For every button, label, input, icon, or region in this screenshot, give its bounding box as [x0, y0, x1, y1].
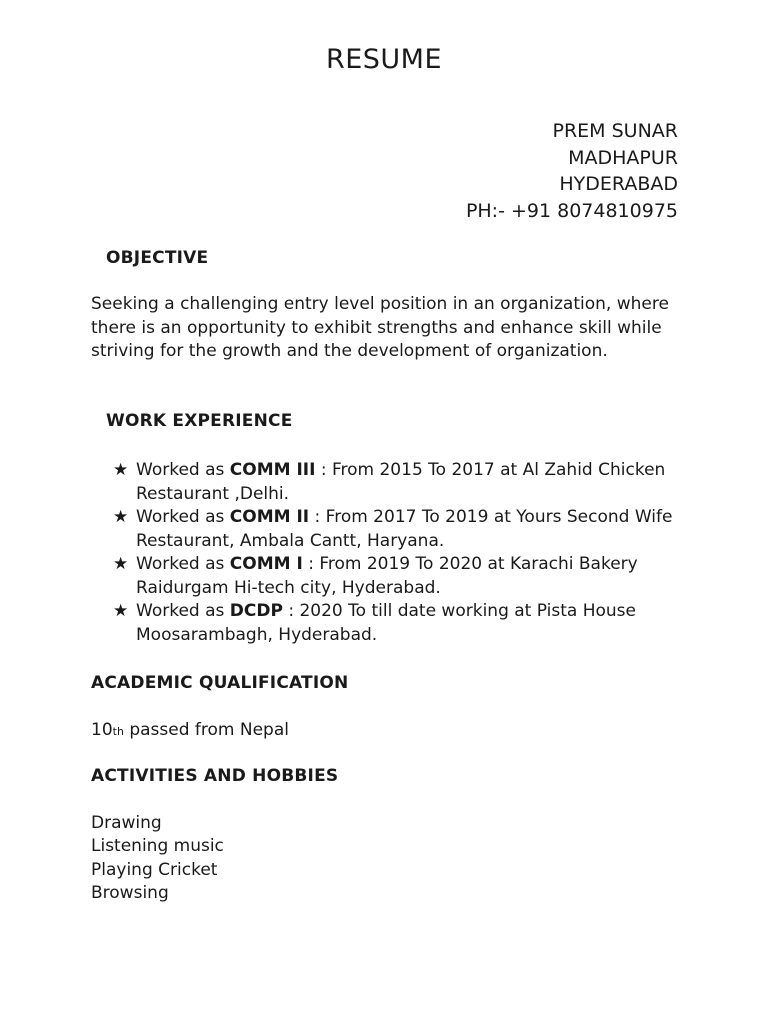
academic-text — [91, 719, 691, 744]
work-item-prefix: Worked as — [136, 460, 230, 480]
star-icon: ★ — [113, 460, 129, 480]
objective-heading: OBJECTIVE — [106, 248, 209, 268]
academic-heading: ACADEMIC QUALIFICATION — [91, 673, 349, 693]
contact-area: MADHAPUR — [568, 146, 678, 169]
academic-rest: passed from Nepal — [123, 720, 289, 740]
work-item-detail: : From 2017 To 2019 at Yours Second Wife Restaurant, Ambala Cantt, Haryana. — [136, 507, 673, 551]
contact-phone: PH:- +91 8074810975 — [465, 199, 678, 222]
hobbies-heading: ACTIVITIES AND HOBBIES — [91, 766, 339, 786]
page-title: RESUME — [325, 44, 443, 75]
academic-suffix: th — [112, 725, 124, 738]
work-item-role: COMM III — [229, 460, 316, 480]
academic-number: 10 — [91, 720, 113, 740]
contact-name: PREM SUNAR — [552, 120, 678, 142]
work-item — [113, 459, 693, 506]
work-item-role: COMM II — [229, 507, 310, 527]
work-item-detail: : From 2019 To 2020 at Karachi Bakery Raidurgam Hi-tech city, Hyderabad. — [136, 554, 638, 598]
contact-block — [466, 118, 678, 224]
list-item: Listening music — [91, 836, 224, 857]
star-icon: ★ — [113, 601, 129, 621]
list-item: Drawing — [91, 813, 162, 833]
work-item — [113, 600, 693, 647]
work-item-detail: : 2020 To till date working at Pista House Moosarambagh, Hyderabad. — [136, 601, 636, 645]
work-item — [113, 506, 693, 553]
work-item-role: COMM I — [229, 554, 303, 574]
list-item: Playing Cricket — [91, 859, 218, 880]
hobbies-list — [91, 812, 224, 905]
objective-text: Seeking a challenging entry level position in an organization, where there is an opportunity to exhibit strengths and enhance skill while striving for the growth and the development of organization. — [91, 294, 669, 361]
work-item-detail: : From 2015 To 2017 at Al Zahid Chicken Restaurant ,Delhi. — [136, 460, 666, 504]
work-item-prefix: Worked as — [136, 507, 230, 527]
work-item — [113, 553, 693, 600]
list-item: Browsing — [91, 882, 169, 903]
star-icon: ★ — [113, 554, 129, 574]
work-item-prefix: Worked as — [136, 554, 230, 574]
work-item-role: DCDP — [229, 601, 283, 621]
work-experience-heading: WORK EXPERIENCE — [106, 411, 293, 431]
work-experience-list — [113, 459, 693, 647]
star-icon: ★ — [113, 507, 129, 527]
contact-city: HYDERABAD — [559, 173, 678, 195]
work-item-prefix: Worked as — [136, 601, 230, 621]
